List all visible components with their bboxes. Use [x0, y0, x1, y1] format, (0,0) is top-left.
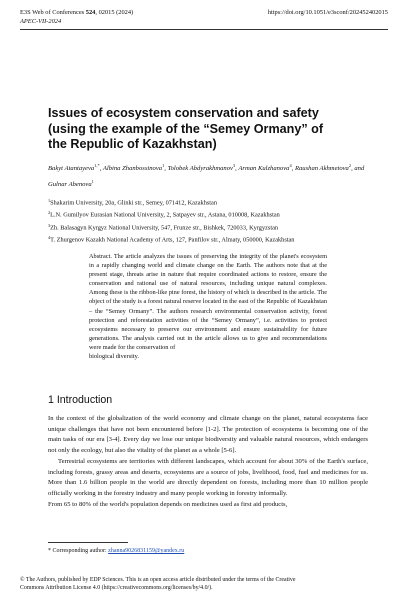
- article-number: 02015 (2024): [98, 9, 134, 16]
- author-affiliation-mark: 3: [232, 163, 236, 168]
- affiliation: [48, 208, 368, 220]
- abstract: [89, 252, 327, 361]
- title-line: the Republic of Kazakhstan): [48, 137, 217, 152]
- affiliation-number: 3: [48, 222, 51, 228]
- affiliation: [48, 221, 368, 233]
- author-name: Albina Zhanbossinova: [102, 165, 163, 172]
- affiliation-text: L.N. Gumilyov Eurasian National University, 2, Satpayev str., Astana, 010008, Kazakhstan: [50, 211, 280, 219]
- footnote-rule: [48, 542, 128, 543]
- running-header: [20, 9, 388, 37]
- title-line: Issues of ecosystem conservation and safety: [48, 106, 319, 120]
- footnote-label: * Corresponding author:: [48, 548, 107, 554]
- affiliation: [48, 233, 368, 245]
- affiliation-text: T. Zhurgenov Kazakh National Academy of Arts, 127, Panfilov str., Almaty, 050000, Kazakhstan: [50, 236, 295, 244]
- section-heading: 1 Introduction: [48, 394, 113, 406]
- author-affiliation-mark: 1,*: [94, 163, 100, 168]
- affiliation-text: Zh. Balasagyn Kyrgyz National University, 547, Frunze str., Bishkek, 720033, Kyrgyzstan: [50, 224, 279, 232]
- author-affiliation-mark: 4: [289, 163, 292, 168]
- paper-title: [48, 106, 368, 153]
- corresponding-author-footnote: [48, 547, 184, 555]
- journal-line: E3S Web of Conferences 524, 02015 (2024): [20, 9, 134, 16]
- affiliation-text: Shakarim University, 20a, Glinki str., Semey, 071412, Kazakhstan: [50, 199, 217, 207]
- author-affiliation-mark: 1: [91, 178, 94, 184]
- author-name: Tolobek Abdyrakhmanov: [167, 165, 233, 172]
- author-name: Gulnar Abenova: [48, 180, 92, 188]
- author-affiliation-mark: 1: [162, 163, 165, 168]
- journal-volume: 524: [85, 9, 96, 16]
- abstract-tail: biological diversity.: [89, 353, 139, 361]
- affiliation-number: 2: [48, 210, 51, 216]
- affiliation-number: 4: [48, 235, 51, 241]
- affiliation: [48, 196, 368, 208]
- affiliation-number: 1: [48, 198, 51, 203]
- author-name: Bakyt Atantayeva: [48, 165, 95, 172]
- conference-name: APEC-VII-2024: [20, 18, 62, 25]
- affiliation-list: [48, 196, 368, 246]
- title-line: (using the example of the “Semey Ormany” of: [48, 121, 324, 136]
- license-body: © The Authors, published by EDP Sciences. This is an open access article distributed under the terms of the Creative: [20, 577, 296, 583]
- header-rule: [20, 29, 388, 30]
- author-list: Bakyt Atantayeva$^{1,*}$, Albina Zhanbossinova$^1$, Tolobek Abdyrakhmanov$^3$, Arman Kulzhanova$^4$, Raushan Akhmetova$^2$, and Gulnar Abenova$^1$: [48, 163, 365, 188]
- body-last-line: From 65 to 80% of the world's population depends on medicines used as first aid products,: [48, 500, 288, 508]
- doi-link[interactable]: https://doi.org/10.1051/e3sconf/202452402015: [267, 9, 388, 16]
- author-affiliation-mark: 2: [348, 163, 352, 168]
- journal-name: E3S Web of Conferences: [20, 9, 85, 16]
- license-notice: [20, 576, 388, 592]
- author-name: Arman Kulzhanova: [238, 165, 290, 172]
- license-link[interactable]: Commons Attribution License 4.0 (https://creativecommons.org/licenses/by/4.0/).: [20, 585, 213, 591]
- email-link[interactable]: zhanna9026831159@yandex.ru: [108, 548, 185, 554]
- abstract-body: Abstract. The article analyzes the issues of preserving the integrity of the planet's ecosystem in a rapidly changing world and climate change on the Earth. The authors note that at the present stage, threats arise in nature that require coordinated actions to restore, ensure the conservation and rational use of natural resources, including unique natural complexes. Among these is the ribbon-like pine forest, the history of which is described in the article. The object of the study is a forest natural reserve located in the east of the Republic of Kazakhstan – the “Semey Ormany”. The authors research environmental conservation activity, forest protection and reforestation activities of the “Semey Ormany”, i.e. activities to protect ecosystems necessary to preserve our environment and ensure sustainability for future generations. The analysis carried out in the article allows us to give and recommendations were made for the conservation of: [89, 253, 327, 351]
- introduction-text: [48, 414, 368, 510]
- body-paragraph: Terrestrial ecosystems are territories with different landscapes, which account for about 30% of the Earth's surface, including forests, grassy areas and deserts, ecosystems are a source of jobs, livelihood, food, fuel and medicines for us. More than 1.6 billion people in the world are directly dependent on forests, including more than 10 million people officially working in the forestry industry and many people working in forestry informally.: [48, 457, 368, 497]
- author-name: Raushan Akhmetova: [294, 165, 349, 172]
- body-paragraph: In the context of the globalization of the world economy and climate change on the planet, natural ecosystems face unique challenges that have not been encountered before [1-2]. The protection of ecosystems is becoming one of the main tasks of our era [3-4]. Every day we lose our unique biodiversity and valuable natural resources, which endangers not only the ecology, but also the vitality of the planet as a whole [5-6].: [48, 415, 368, 455]
